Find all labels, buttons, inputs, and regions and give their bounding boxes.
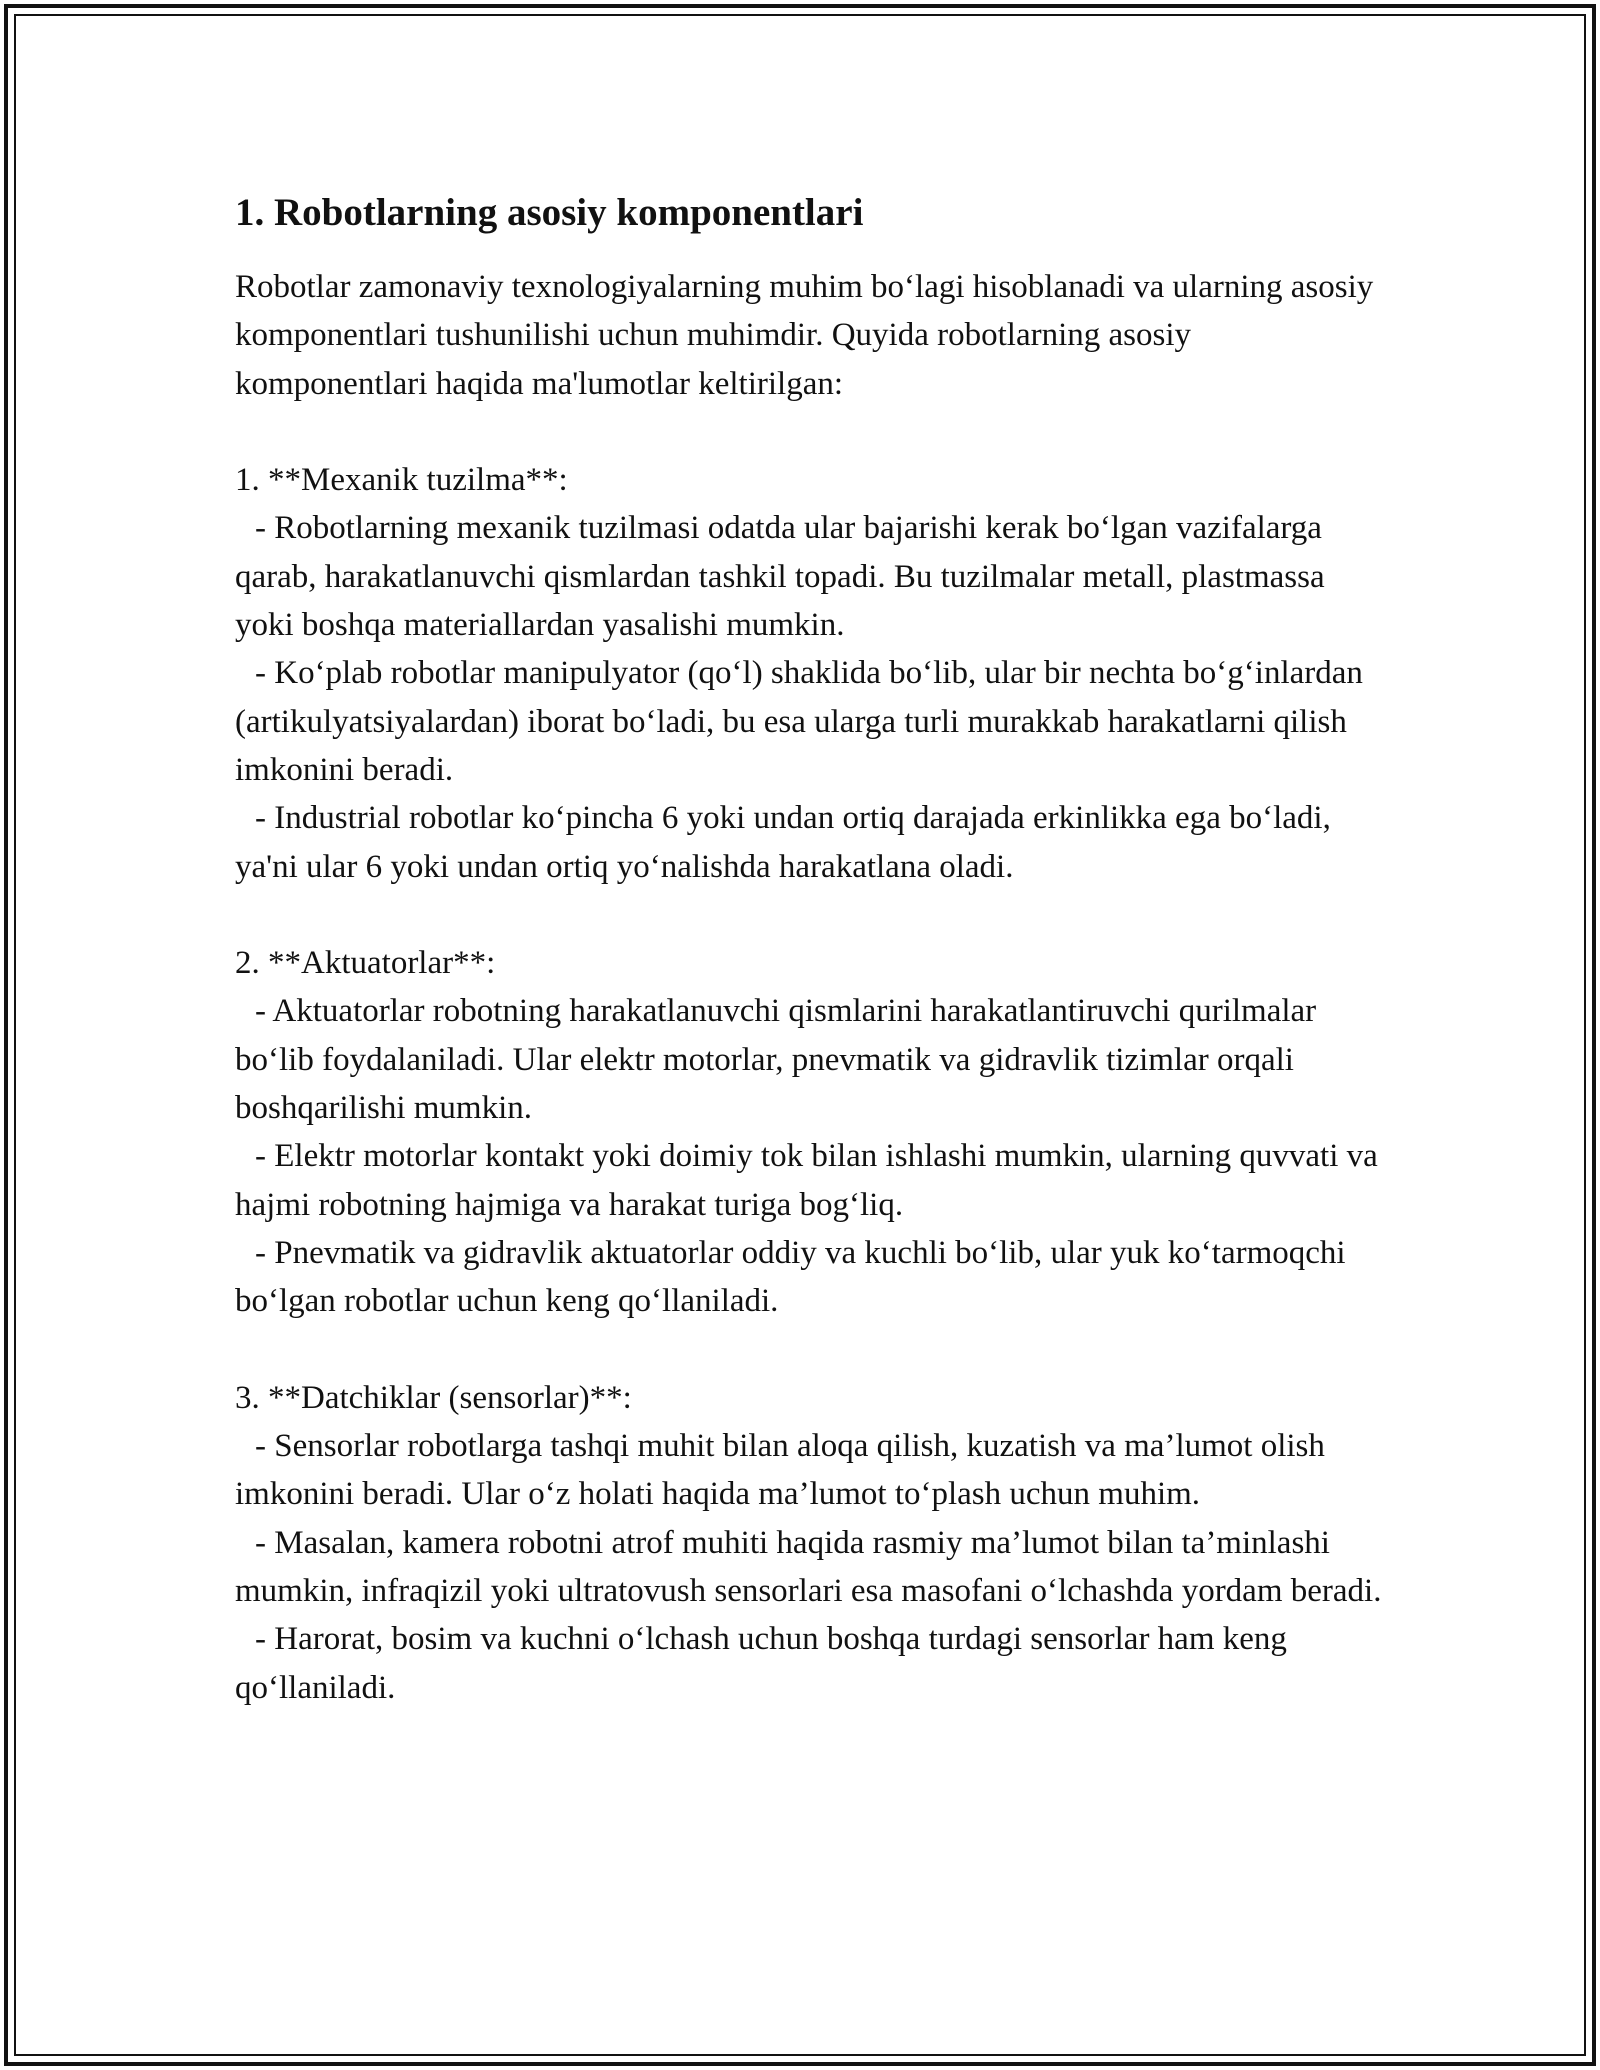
bullet-item: - Robotlarning mexanik tuzilmasi odatda ular bajarishi kerak bo‘lgan vazifalarga qarab, harakatlanuvchi qismlardan tashkil topadi. Bu tuzilmalar metall, plastmassa yoki boshqa materiallardan yasalishi mumkin.: [235, 510, 1325, 644]
section-actuators: [235, 939, 1385, 1325]
document-page: [235, 185, 1385, 1712]
bullet-item: - Harorat, bosim va kuchni o‘lchash uchun boshqa turdagi sensorlar ham keng qo‘llaniladi.: [235, 1621, 1287, 1706]
section-mechanical-structure: [235, 456, 1385, 891]
bullet-item: - Elektr motorlar kontakt yoki doimiy tok bilan ishlashi mumkin, ularning quvvati va hajmi robotning hajmiga va harakat turiga bog‘liq.: [235, 1138, 1378, 1223]
section-title: 3. **Datchiklar (sensorlar)**:: [235, 1379, 632, 1416]
intro-paragraph: Robotlar zamonaviy texnologiyalarning muhim bo‘lagi hisoblanadi va ularning asosiy komponentlari tushunilishi uchun muhimdir. Quyida robotlarning asosiy komponentlari haqida ma'lumotlar keltirilgan:: [235, 269, 1374, 402]
bullet-item: - Masalan, kamera robotni atrof muhiti haqida rasmiy ma’lumot bilan ta’minlashi mumkin, infraqizil yoki ultratovush sensorlari esa masofani o‘lchashda yordam beradi.: [235, 1524, 1382, 1610]
bullet-item: - Aktuatorlar robotning harakatlanuvchi qismlarini harakatlantiruvchi qurilmalar bo‘lib foydalaniladi. Ular elektr motorlar, pnevmatik va gidravlik tizimlar orqali boshqarilishi mumkin.: [235, 993, 1317, 1127]
section-title: 1. **Mexanik tuzilma**:: [235, 462, 568, 499]
bullet-item: - Sensorlar robotlarga tashqi muhit bilan aloqa qilish, kuzatish va ma’lumot olish imkonini beradi. Ular o‘z holati haqida ma’lumot to‘plash uchun muhim.: [235, 1428, 1325, 1513]
page-title: 1. Robotlarning asosiy komponentlari: [235, 191, 864, 234]
bullet-item: - Industrial robotlar ko‘pincha 6 yoki undan ortiq darajada erkinlikka ega bo‘ladi, ya'ni ular 6 yoki undan ortiq yo‘nalishda harakatlana oladi.: [235, 800, 1331, 885]
section-title: 2. **Aktuatorlar**:: [235, 945, 496, 982]
bullet-item: - Pnevmatik va gidravlik aktuatorlar oddiy va kuchli bo‘lib, ular yuk ko‘tarmoqchi bo‘lgan robotlar uchun keng qo‘llaniladi.: [235, 1234, 1346, 1320]
bullet-item: - Ko‘plab robotlar manipulyator (qo‘l) shaklida bo‘lib, ular bir nechta bo‘g‘inlardan (artikulyatsiyalardan) iborat bo‘ladi, bu esa ularga turli murakkab harakatlarni qilish imkonini beradi.: [235, 655, 1363, 788]
section-sensors: [235, 1374, 1385, 1712]
